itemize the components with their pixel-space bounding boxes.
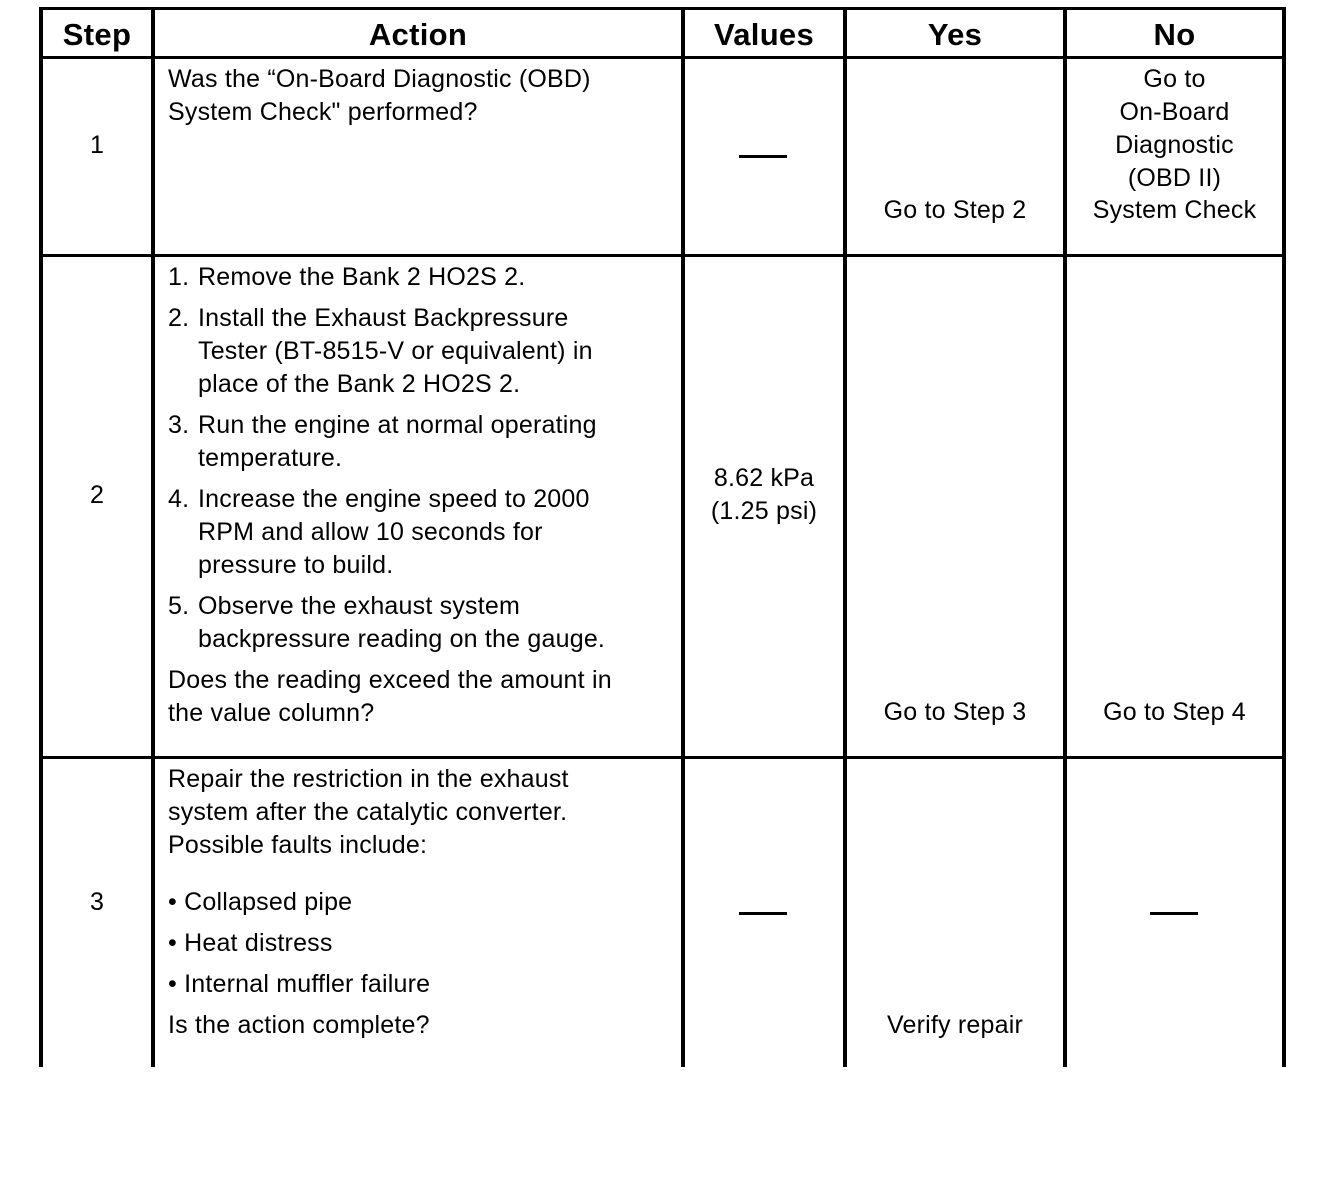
row2-value-line-1: 8.62 kPa — [713, 464, 815, 492]
row1-step: 1 — [89, 131, 105, 159]
row2-item-4-num: 4. — [168, 485, 190, 513]
table-border-right — [1282, 7, 1286, 1067]
row2-item-5-line-1: Observe the exhaust system — [198, 592, 521, 620]
row2-item-2-line-2: Tester (BT-8515-V or equivalent) in — [198, 337, 593, 365]
row1-no-line-1: Go to — [1143, 65, 1206, 93]
row3-question: Is the action complete? — [168, 1011, 430, 1039]
row1-action-line-2: System Check" performed? — [168, 98, 478, 126]
row1-no-line-4: (OBD II) — [1127, 164, 1222, 192]
row3-bullet-1: • Collapsed pipe — [168, 888, 353, 916]
row2-question-line-1: Does the reading exceed the amount in — [168, 666, 612, 694]
row3-bullet-2: • Heat distress — [168, 929, 333, 957]
row2-item-4-line-2: RPM and allow 10 seconds for — [198, 518, 543, 546]
row2-item-5-line-2: backpressure reading on the gauge. — [198, 625, 606, 653]
row2-value-line-2: (1.25 psi) — [710, 497, 818, 525]
row3-step: 3 — [89, 888, 105, 916]
column-divider-values — [843, 7, 847, 1067]
row2-item-2-line-3: place of the Bank 2 HO2S 2. — [198, 370, 521, 398]
row3-value-dash — [739, 912, 787, 915]
row2-item-3-num: 3. — [168, 411, 190, 439]
row1-yes: Go to Step 2 — [883, 196, 1027, 224]
row2-question-line-2: the value column? — [168, 699, 375, 727]
row3-no-dash — [1150, 912, 1198, 915]
diagnostic-table — [39, 7, 1286, 1067]
row2-item-3-line-2: temperature. — [198, 444, 343, 472]
header-values: Values — [713, 17, 815, 52]
row1-no-line-2: On-Board — [1119, 98, 1230, 126]
row3-bullet-3: • Internal muffler failure — [168, 970, 431, 998]
row2-item-1-line-1: Remove the Bank 2 HO2S 2. — [198, 263, 526, 291]
header-step: Step — [62, 17, 132, 52]
row2-yes: Go to Step 3 — [883, 698, 1027, 726]
row-divider-1 — [39, 254, 1286, 257]
column-divider-step — [151, 7, 155, 1067]
row2-item-5-num: 5. — [168, 592, 190, 620]
row2-item-2-num: 2. — [168, 304, 190, 332]
row3-action-line-3: Possible faults include: — [168, 831, 428, 859]
row1-action-line-1: Was the “On-Board Diagnostic (OBD) — [168, 65, 591, 93]
row2-no: Go to Step 4 — [1103, 698, 1246, 726]
row2-item-1-num: 1. — [168, 263, 190, 291]
row2-step: 2 — [89, 481, 105, 509]
row2-item-4-line-1: Increase the engine speed to 2000 — [198, 485, 590, 513]
table-border-top — [39, 7, 1286, 10]
row1-no-line-3: Diagnostic — [1115, 131, 1234, 159]
row3-action-line-2: system after the catalytic converter. — [168, 798, 568, 826]
row1-no-line-5: System Check — [1092, 196, 1257, 224]
row3-action-line-1: Repair the restriction in the exhaust — [168, 765, 569, 793]
row2-item-3-line-1: Run the engine at normal operating — [198, 411, 597, 439]
row2-item-2-line-1: Install the Exhaust Backpressure — [198, 304, 569, 332]
row-divider-2 — [39, 756, 1286, 759]
row2-item-4-line-3: pressure to build. — [198, 551, 394, 579]
header-yes: Yes — [927, 17, 983, 52]
row1-value-dash — [739, 155, 787, 158]
header-action: Action — [368, 17, 468, 52]
column-divider-action — [681, 7, 685, 1067]
header-no: No — [1153, 17, 1196, 52]
row3-yes: Verify repair — [887, 1011, 1023, 1039]
